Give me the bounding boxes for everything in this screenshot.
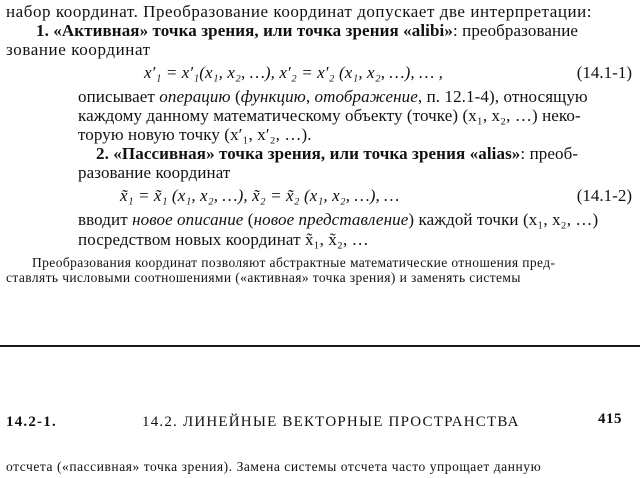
text-line: разование координат — [78, 163, 231, 182]
emphasis-operation: операцию — [159, 87, 231, 106]
running-header: 14.2. ЛИНЕЙНЫЕ ВЕКТОРНЫЕ ПРОСТРАНСТВА — [142, 414, 520, 430]
text-line: посредством новых координат x̃₁, x̃₂, … — [78, 230, 369, 249]
text-line-desc1 — [78, 87, 588, 107]
text-span: описывает — [78, 87, 160, 106]
text-line: зование координат — [6, 40, 151, 59]
small-text-line: Преобразования координат позволяют абстрактные математические отношения пред- — [32, 255, 556, 270]
text-span: вводит — [78, 210, 133, 229]
item2-tail: : преоб- — [520, 144, 579, 163]
item1-heading: 1. «Активная» точка зрения, или точка зрения «alibi» — [36, 21, 453, 40]
small-text-line: ставлять числовыми соотношениями («активная» точка зрения) и заменять системы — [6, 270, 521, 285]
emphasis-function: функцию — [240, 87, 306, 106]
text-span: ) каждой точки (x₁, x₂, …) — [408, 210, 599, 229]
equation-number-1: (14.1-1) — [576, 63, 632, 82]
item2-heading: 2. «Пассивная» точка зрения, или точка зрения «alias» — [96, 144, 521, 163]
text-line: каждому данному математическому объекту (точке) (x₁, x₂, …) неко- — [78, 106, 581, 125]
text-span: ( — [230, 87, 241, 106]
text-line-item2 — [96, 144, 578, 164]
text-line: торую новую точку (x′₁, x′₂, …). — [78, 125, 312, 144]
emphasis-new-representation: новое представление — [253, 210, 409, 229]
emphasis-mapping: отображение — [314, 87, 418, 106]
text-span: ( — [243, 210, 254, 229]
text-line: набор координат. Преобразование координат допускает две интерпретации: — [6, 2, 593, 21]
emphasis-new-description: новое описание — [132, 210, 244, 229]
text-line-item1 — [36, 21, 578, 41]
text-line-desc2 — [78, 210, 598, 230]
equation-2: x̃₁ = x̃₁ (x₁, x₂, …), x̃₂ = x̃₂ (x₁, x₂, …), … — [120, 186, 400, 205]
text-span: , — [305, 87, 315, 106]
text-line: отсчета («пассивная» точка зрения). Замена системы отсчета часто упрощает данную — [6, 459, 542, 474]
equation-1: x′₁ = x′₁(x₁, x₂, …), x′₂ = x′₂ (x₁, x₂, …), … , — [144, 63, 444, 82]
page-number: 415 — [598, 411, 622, 427]
equation-number-2: (14.1-2) — [576, 186, 632, 205]
item1-tail: : преобразование — [452, 21, 579, 40]
section-number: 14.2-1. — [6, 414, 57, 430]
text-span: , п. 12.1-4), относящую — [417, 87, 588, 106]
page-divider — [0, 345, 640, 347]
